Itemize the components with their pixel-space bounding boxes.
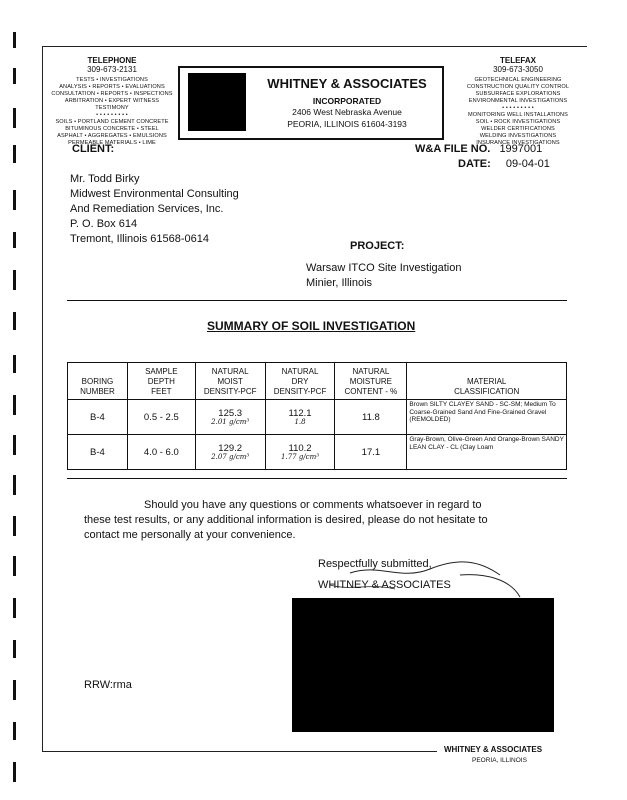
header-depth: SAMPLE DEPTH FEET (127, 363, 195, 400)
binder-mark (13, 355, 16, 373)
table-row (68, 400, 567, 435)
handwritten-note: 1.8 (294, 418, 306, 426)
date-line (458, 158, 550, 170)
dry-density: 112.1 1.8 (265, 400, 335, 435)
binder-mark (13, 762, 16, 782)
date-label: DATE: (458, 158, 491, 170)
telephone-number: 309-673-2131 (87, 65, 137, 74)
summary-title: SUMMARY OF SOIL INVESTIGATION (207, 319, 416, 333)
binder-mark (13, 722, 16, 740)
soil-results-table (67, 362, 567, 470)
binder-mark (13, 32, 16, 48)
left-services: TESTS • INVESTIGATIONS ANALYSIS • REPORTS • EVALUATIONS CONSULTATION • REPORTS • INSPECTIONS ARBITRATION • EXPERT WITNESS TESTIMONY • • • • • • • • • SOILS • PORTLAND CEMENT CONCRETE BITUMINOUS CONCRETE • STEEL ASPHALT • AGGREGATES • EMULSIONS PERMEABLE MATERIALS • LIME (51, 77, 173, 146)
header-dry-density: NATURAL DRY DENSITY-PCF (265, 363, 335, 400)
signoff-company: WHITNEY & ASSOCIATES (318, 579, 451, 591)
moisture-content: 11.8 (335, 400, 407, 435)
company-logo-box (178, 66, 444, 140)
redacted-logo (188, 73, 246, 131)
telefax-heading: TELEFAX (499, 56, 536, 65)
project-info (306, 261, 461, 291)
binder-mark (13, 108, 16, 128)
redacted-signature-block (292, 598, 554, 732)
sample-depth: 0.5 - 2.5 (127, 400, 195, 435)
company-city: PEORIA, ILLINOIS 61604-3193 (287, 119, 407, 129)
recipient-line: Tremont, Illinois 61568-0614 (70, 233, 210, 245)
header-boring: BORING NUMBER (68, 363, 128, 400)
table-bottom-rule (67, 478, 567, 479)
recipient-address (70, 172, 239, 247)
binder-mark (13, 435, 16, 455)
letterhead-right (452, 56, 584, 147)
page-frame-left (42, 46, 43, 751)
moisture-content: 17.1 (335, 435, 407, 470)
dry-density: 110.2 1.77 g/cm³ (265, 435, 335, 470)
page-frame-top (42, 46, 587, 47)
binder-mark (13, 145, 16, 163)
header-classification: MATERIAL CLASSIFICATION (407, 363, 567, 400)
project-line: Warsaw ITCO Site Investigation (306, 262, 462, 274)
binder-mark (13, 395, 16, 415)
right-services: GEOTECHNICAL ENGINEERING CONSTRUCTION QUALITY CONTROL SUBSURFACE EXPLORATIONS ENVIRONMENTAL INVESTIGATIONS • • • • • • • • • MONITORING WELL INSTALLATIONS SOIL • ROCK INVESTIGATIONS WELDER CERTIFICATIONS WELDING INVESTIGATIONS INSURANCE INVESTIGATIONS (466, 77, 570, 146)
binder-mark (13, 598, 16, 618)
date-value: 09-04-01 (505, 158, 550, 170)
project-line: Minier, Illinois (306, 277, 373, 289)
page-frame-bottom (42, 751, 437, 752)
sample-depth: 4.0 - 6.0 (127, 435, 195, 470)
binder-mark (13, 475, 16, 495)
moist-density: 129.2 2.07 g/cm³ (195, 435, 265, 470)
project-label: PROJECT: (350, 240, 405, 252)
table-header-row (68, 363, 567, 400)
file-number-value: 1997001 (499, 143, 543, 155)
telefax-number: 309-673-3050 (493, 65, 543, 74)
handwritten-note: 2.01 g/cm³ (211, 418, 250, 426)
table-row (68, 435, 567, 470)
header-moisture: NATURAL MOISTURE CONTENT - % (335, 363, 407, 400)
recipient-line: P. O. Box 614 (70, 218, 138, 230)
telephone-heading: TELEPHONE (87, 56, 137, 65)
material-classification: Brown SILTY CLAYEY SAND - SC-SM; Medium To Coarse-Grained Sand And Fine-Grained Gravel (REMOLDED) (407, 400, 567, 435)
recipient-line: Midwest Environmental Consulting (70, 188, 239, 200)
boring-number: B-4 (68, 400, 128, 435)
typist-initials: RRW:rma (84, 679, 132, 691)
binder-mark (13, 190, 16, 210)
header-moist-density: NATURAL MOIST DENSITY-PCF (195, 363, 265, 400)
section-divider (67, 300, 567, 301)
footer-company: WHITNEY & ASSOCIATES (444, 745, 543, 754)
client-label: CLIENT: (72, 143, 115, 155)
moist-density: 125.3 2.01 g/cm³ (195, 400, 265, 435)
binder-mark (13, 680, 16, 700)
recipient-line: Mr. Todd Birky (70, 173, 140, 185)
file-number (415, 143, 542, 155)
material-classification: Gray-Brown, Olive-Green And Orange-Brown SANDY LEAN CLAY - CL (Clay Loam (407, 435, 567, 470)
handwritten-note: 1.77 g/cm³ (281, 453, 320, 461)
handwritten-note: 2.07 g/cm³ (211, 453, 250, 461)
company-street: 2406 West Nebraska Avenue (292, 107, 402, 117)
footer-city: PEORIA, ILLINOIS (472, 757, 527, 764)
closing-paragraph: Should you have any questions or comments whatsoever in regard to these test results, or any additional information is desired, please do not hesitate to contact me personally at your convenience. (84, 499, 488, 541)
recipient-line: And Remediation Services, Inc. (70, 203, 224, 215)
binder-mark (13, 270, 16, 290)
letterhead-left (48, 56, 176, 147)
binder-mark (13, 516, 16, 536)
binder-mark (13, 312, 16, 330)
file-number-label: W&A FILE NO. (415, 143, 491, 155)
binder-mark (13, 640, 16, 658)
boring-number: B-4 (68, 435, 128, 470)
company-name: WHITNEY & ASSOCIATES (267, 76, 427, 91)
binder-mark (13, 556, 16, 576)
signoff: Respectfully submitted, (318, 558, 432, 570)
incorporated-label: INCORPORATED (312, 96, 382, 106)
binder-mark (13, 68, 16, 84)
binder-mark (13, 232, 16, 248)
